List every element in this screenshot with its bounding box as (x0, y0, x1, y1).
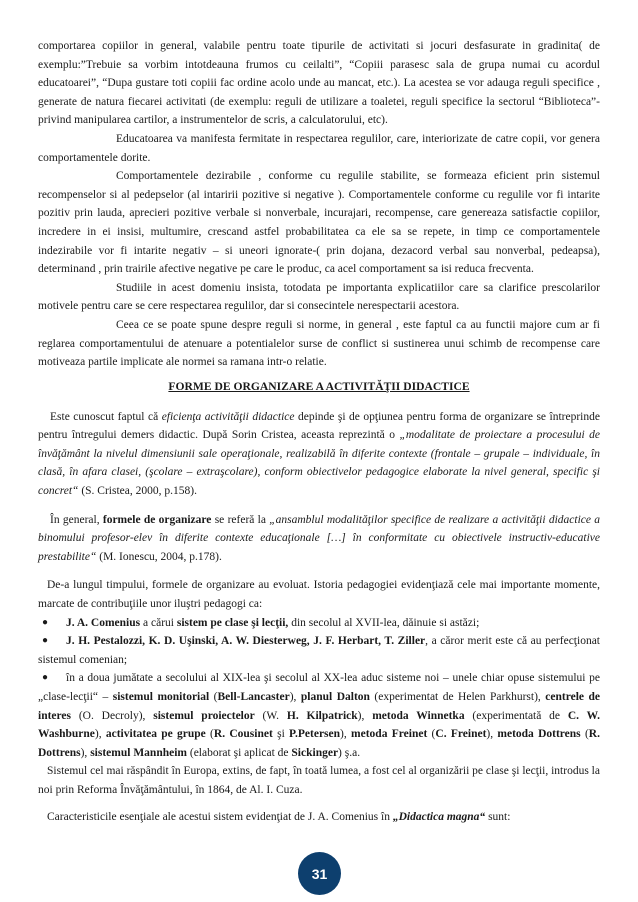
bullet-icon: ● (42, 635, 49, 647)
list-item-new-systems: ● în a doua jumătate a secolului al XIX-lea şi secolul al XX-lea aduc sisteme noi – unele chiar opuse sistemului pe „clase-lecţii“ – sistemul monitorial (Bell-Lancaster), planul Dalton (experimentat de Helen Parkhurst), centrele de interes (O. Decroly), sistemul proiectelor (W. H. Kilpatrick), metoda Winnetka (experimentată de C. W. Washburne), activitatea pe grupe (R. Cousinet şi P.Petersen), metoda Freinet (C. Freinet), metoda Dottrens (R. Dottrens), sistemul Mannheim (elaborat şi aplicat de Sickinger) ş.a. (38, 669, 600, 762)
paragraph-norms-functions: Ceea ce se poate spune despre reguli si norme, in general , este faptul ca au functii majore cum ar fi reglarea comportamentului de atenuare a potentialelor surse de conflict si sustinerea unui schimb de recompense care motiveaza partile implicate ale normei sa ramana intr-o relatie. (38, 318, 600, 369)
page-number-badge: 31 (298, 852, 341, 895)
bullet-icon: ● (42, 616, 49, 628)
paragraph-history: De-a lungul timpului, formele de organizare au evoluat. Istoria pedagogiei evidenţiază cele mai importante momente, marcate de contribuţiile unor iluştri pedagogi ca: (38, 579, 600, 611)
list-item-comenius: ● J. A. Comenius a cărui sistem pe clase şi lecţii, din secolul al XVII-lea, dăinuie si astăzi; (38, 614, 600, 633)
section-heading: FORME DE ORGANIZARE A ACTIVITĂŢII DIDACTICE (168, 379, 470, 393)
paragraph-organization-forms: În general, formele de organizare se referă la „ansamblul modalităţilor specifice de realizare a activităţii didactice a binomului profesor-elev în diferite contexte educaţionale […] în conformitate cu obiectivele instructiv-educative prestabilite“ (M. Ionescu, 2004, p.178). (38, 513, 601, 563)
paragraph-studies: Studiile in acest domeniu insista, totodata pe importanta explicatiilor care sa clarifice prescolarilor motivele pentru care se cere respectarea regulilor, dar si consecintele nerespectarii acestora. (38, 281, 600, 313)
list-item-pestalozzi: ● J. H. Pestalozzi, K. D. Uşinski, A. W. Diesterweg, J. F. Herbart, T. Ziller, a căror merit este că au perfecţionat sistemul comenian; (38, 632, 600, 669)
bullet-icon: ● (42, 672, 49, 684)
paragraph-rules-intro: comportarea copiilor in general, valabile pentru toate tipurile de activitati si jocuri desfasurate in gradinita( de exemplu:”Trebuie sa vorbim intotdeauna frumos cu ceilalti”, “Copiii parasesc sala de grupa numai cu acordul educatoarei”, “Dupa gustare toti copiii fac ordine acolo unde au mancat, etc.). La acestea se vor adauga reguli specifice , generate de natura fiecarei activitati (de exemplu: reguli de utilizare a toaletei, reguli specifice la sectorul “Biblioteca”-privind manipularea cartilor, a instrumentelor de scris, a calculatorului, etc). (38, 40, 600, 127)
paragraph-educator-firmness: Educatoarea va manifesta fermitate in respectarea regulilor, care, interiorizate de catre copii, vor genera comportamentele dorite. (38, 132, 600, 164)
document-page (38, 37, 600, 826)
paragraph-characteristics: Caracteristicile esenţiale ale acestui sistem evidenţiat de J. A. Comenius în „Didactica magna“ sunt: (47, 810, 511, 823)
paragraph-desirable-behaviors: Comportamentele dezirabile , conforme cu regulile stabilite, se formeaza eficient prin sistemul recompenselor si al pedepselor (al intaririi pozitive si negative ). Comportamentele conforme cu regulile vor fi intarite pozitiv prin lauda, aprecieri pozitive verbale si nonverbale, incurajari, recompense, care genereaza satisfactie copiilor, incredere in ei insisi, multumire, crescand astfel probabilitatea ca ele sa se repete, in timp ce comportamentele indezirabile vor fi intarite negativ – si uneori ignorate-( prin dojana, dezacord verbal sau nonverbal, pedeapsa), determinand , prin trairile afective negative pe care le produc, ca acel comportament sa isi reduca frecventa. (38, 170, 600, 276)
paragraph-efficiency: Este cunoscut faptul că eficienţa activităţii didactice depinde şi de opţiunea pentru forma de organizare se întreprinde pentru întregului demers didactic. După Sorin Cristea, aceasta reprezintă o „modalitate de proiectare a procesului de învăţământ la nivelul dimensiunii sale operaţionale, realizabilă în diferite contexte (frontale – grupale – individuale, în clasă, în afara clasei, (şcolare – extraşcolare), conform obiectivelor pedagogice elaborate la nivel general, specific şi concret“ (S. Cristea, 2000, p.158). (38, 410, 601, 498)
paragraph-widespread-system: Sistemul cel mai răspândit în Europa, extins, de fapt, în toată lumea, a fost cel al organizării pe clase şi lecţii, introdus la noi prin Reforma Învăţământului, în 1864, de Al. I. Cuza. (38, 765, 600, 796)
